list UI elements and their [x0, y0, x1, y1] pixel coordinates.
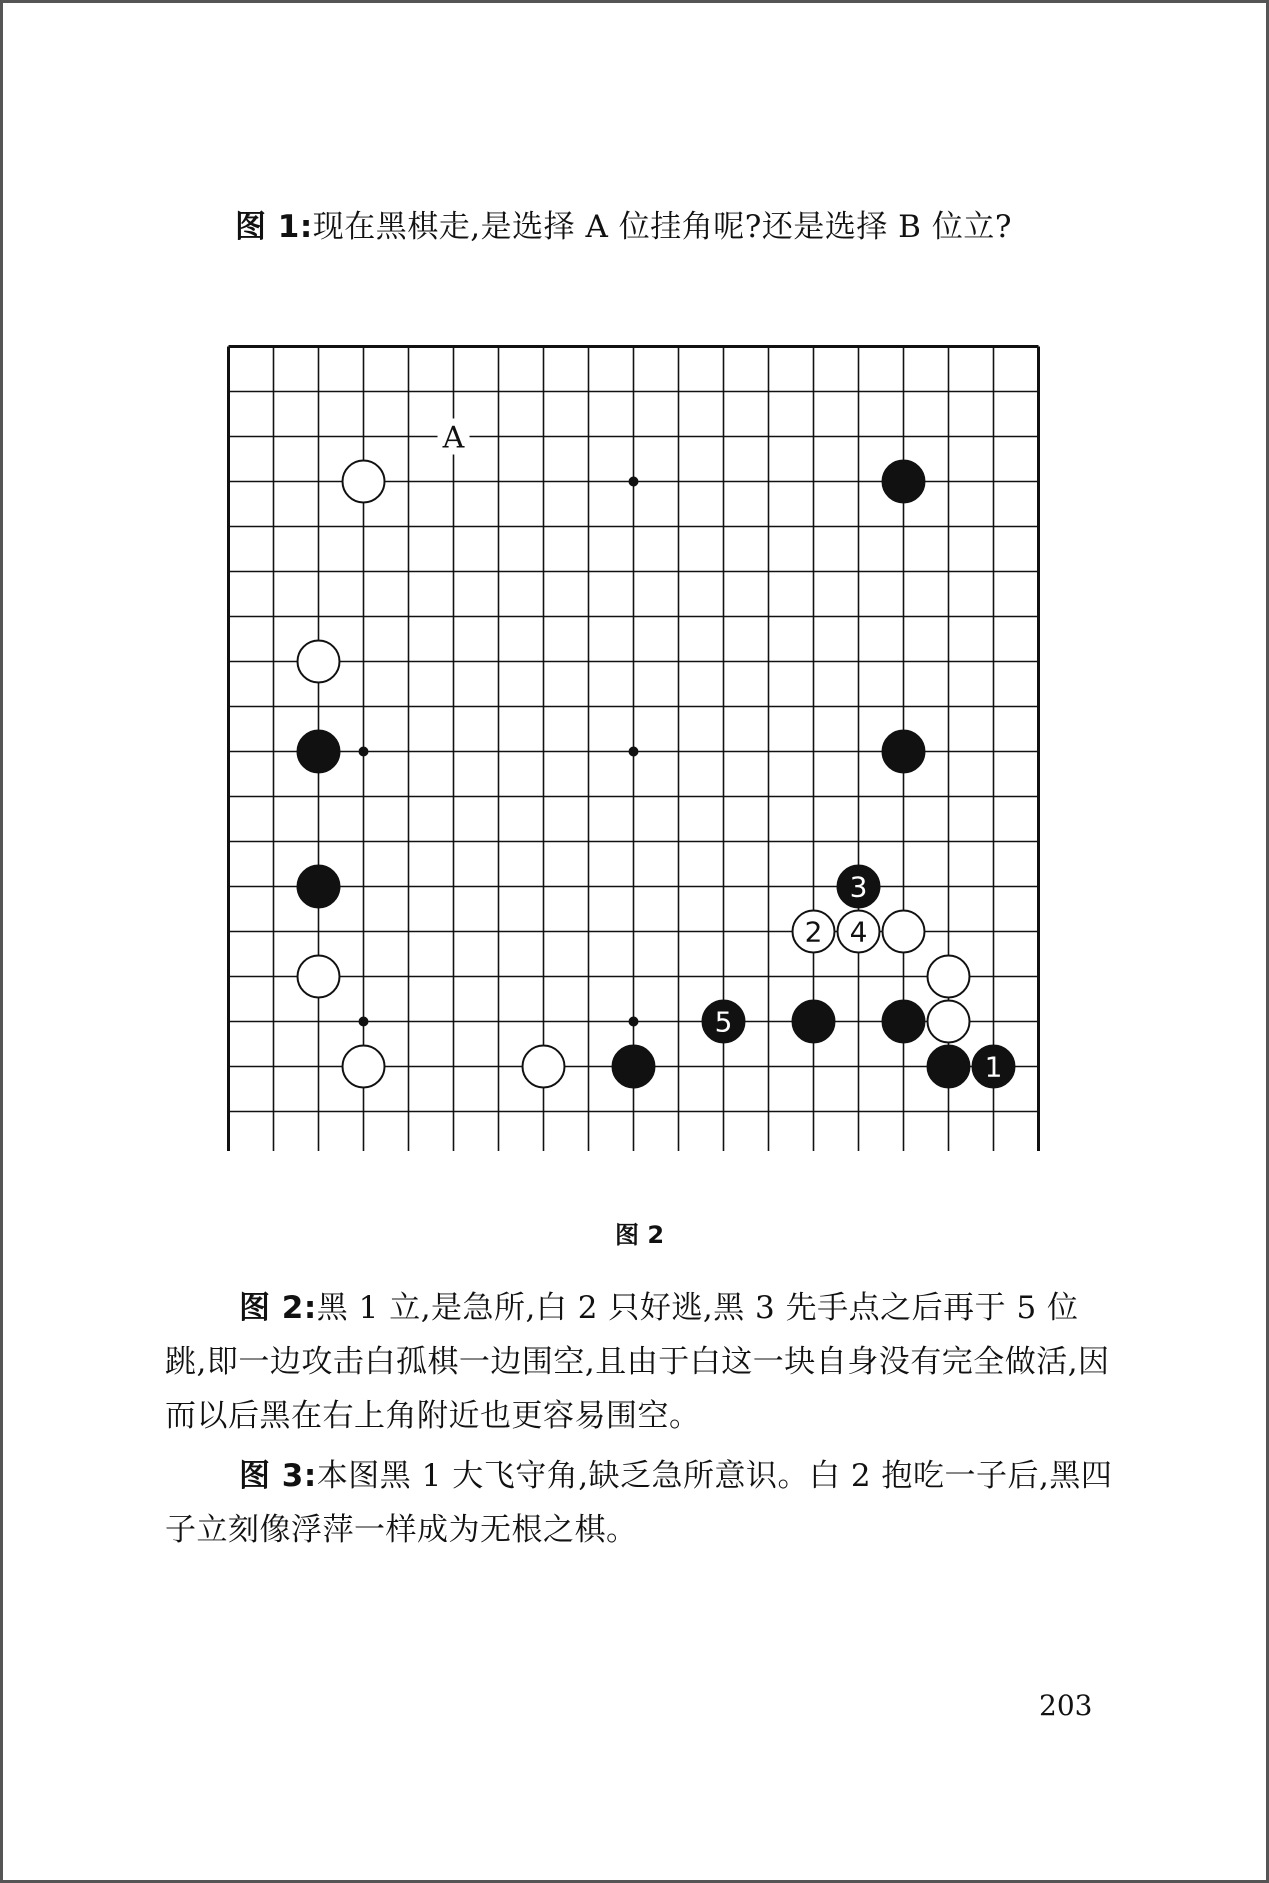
stone-body	[928, 1046, 970, 1088]
star-point	[359, 747, 369, 757]
black-stone	[883, 461, 925, 503]
board-marks	[438, 419, 470, 456]
black-stone	[838, 866, 880, 908]
move-number: 3	[849, 870, 868, 904]
board-mark-label: A	[442, 420, 465, 456]
body-text	[165, 1281, 1115, 1563]
white-stone	[928, 956, 970, 998]
white-stone	[928, 1001, 970, 1043]
star-point	[629, 1017, 639, 1027]
move-number: 5	[714, 1005, 733, 1039]
stone-body	[613, 1046, 655, 1088]
move-number: 1	[984, 1050, 1003, 1084]
move-number: 2	[804, 915, 823, 949]
black-stone	[613, 1046, 655, 1088]
go-board-diagram	[225, 343, 1051, 1151]
white-stone	[838, 911, 880, 953]
paragraph-label: 图 2:	[239, 1290, 317, 1326]
stone-body	[793, 1001, 835, 1043]
stone-body	[883, 731, 925, 773]
stone-body	[523, 1046, 565, 1088]
paragraph-figure-2	[165, 1281, 1115, 1443]
white-stone	[523, 1046, 565, 1088]
stone-body	[298, 641, 340, 683]
figure-1-caption-label: 图 1:	[235, 209, 313, 245]
white-stone	[343, 1046, 385, 1088]
paragraph-label: 图 3:	[239, 1458, 317, 1494]
white-stone	[793, 911, 835, 953]
white-stone	[883, 911, 925, 953]
page-number: 203	[1039, 1689, 1093, 1722]
paragraph-figure-3	[165, 1449, 1115, 1557]
white-stone	[298, 641, 340, 683]
stone-body	[298, 731, 340, 773]
star-point	[629, 477, 639, 487]
paragraph-text: 本图黑 1 大飞守角,缺乏急所意识。白 2 抱吃一子后,黑四子立刻像浮萍一样成为无根之棋。	[165, 1458, 1113, 1548]
stone-body	[928, 956, 970, 998]
stone-body	[343, 1046, 385, 1088]
black-stone	[793, 1001, 835, 1043]
black-stone	[298, 731, 340, 773]
black-stone	[883, 1001, 925, 1043]
star-point	[359, 1017, 369, 1027]
black-stone	[883, 731, 925, 773]
stone-body	[298, 866, 340, 908]
stone-body	[928, 1001, 970, 1043]
figure-2-label: 图 2	[615, 1221, 665, 1249]
board-stones	[298, 461, 1015, 1088]
black-stone	[973, 1046, 1015, 1088]
black-stone	[928, 1046, 970, 1088]
white-stone	[343, 461, 385, 503]
figure-1-caption	[235, 201, 1012, 246]
stone-body	[298, 956, 340, 998]
white-stone	[298, 956, 340, 998]
stone-body	[883, 461, 925, 503]
stone-body	[883, 911, 925, 953]
black-stone	[298, 866, 340, 908]
move-number: 4	[849, 915, 868, 949]
stone-body	[883, 1001, 925, 1043]
stone-body	[343, 461, 385, 503]
paragraph-text: 黑 1 立,是急所,白 2 只好逃,黑 3 先手点之后再于 5 位跳,即一边攻击白孤棋一边围空,且由于白这一块自身没有完全做活,因而以后黑在右上角附近也更容易围空。	[165, 1290, 1110, 1434]
black-stone	[703, 1001, 745, 1043]
figure-1-caption-text: 现在黑棋走,是选择 A 位挂角呢?还是选择 B 位立?	[312, 209, 1012, 245]
star-point	[629, 747, 639, 757]
